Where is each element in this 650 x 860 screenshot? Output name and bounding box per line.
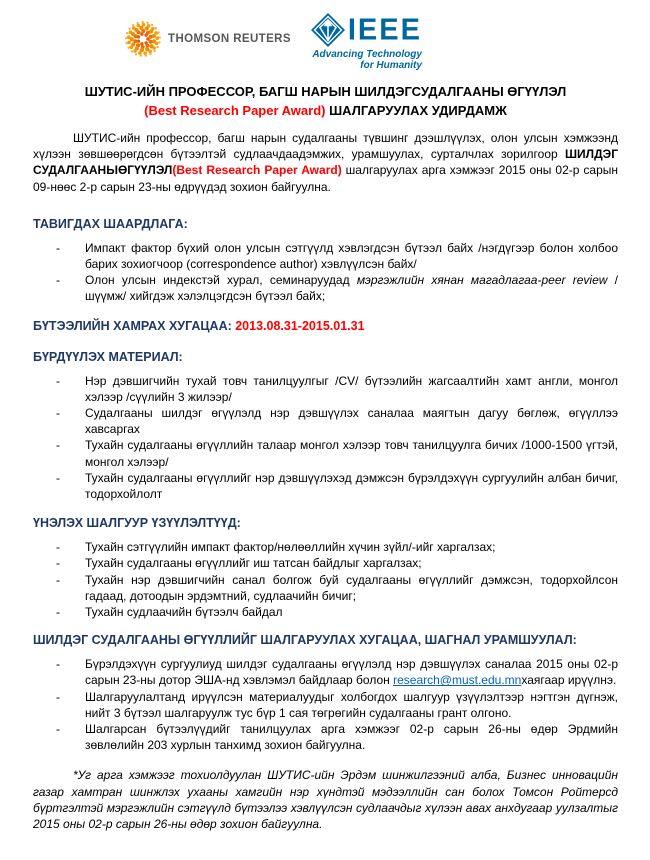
doc-title-line1: ШУТИС-ИЙН ПРОФЕССОР, БАГШ НАРЫН ШИЛДЭГСУДАЛГААНЫ ӨГҮҮЛЭЛ bbox=[84, 84, 567, 99]
bullet-marker: - bbox=[56, 722, 60, 737]
bullet-marker: - bbox=[56, 273, 60, 288]
award-item-1 bbox=[85, 656, 618, 688]
section-heading-materials: БҮРДҮҮЛЭХ МАТЕРИАЛ: bbox=[33, 349, 183, 364]
intro-text-2: шалгаруулах арга хэмжээг 2015 оны 02-р сарын 09-нөөс 2-р сарын 23-ны өдрүүдэд зохион байгуулна. bbox=[33, 163, 618, 194]
list-item bbox=[33, 470, 618, 502]
bullet-marker: - bbox=[56, 657, 60, 672]
requirement-item-2-tail: /шүүмж/ хийгдэж хэлэлцэгдсэн бүтээл байх; bbox=[85, 273, 618, 304]
bullet-marker: - bbox=[56, 470, 60, 485]
logo-row bbox=[0, 12, 566, 70]
criteria-item: Тухайн судалгааны өгүүллийг иш татсан байдлыг харгалзах; bbox=[85, 556, 422, 571]
list-item bbox=[33, 721, 618, 753]
period-label: БҮТЭЭЛИЙН ХАМРАХ ХУГАЦАА: bbox=[33, 318, 236, 333]
award-item-2: Шалгаруулалтанд ирүүлсэн материалуудыг холбогдох шалгуур үзүүлэлтээр нэгтгэн дүгнэж, нийт 3 бүтээл шалгаруулж тус бүр 1 сая төгрөгийн судалгааны грант олгоно. bbox=[85, 689, 618, 720]
doc-title-line2 bbox=[33, 101, 618, 120]
material-item: Нэр дэвшигчийн тухай товч танилцуулгыг /CV/ бүтээлийн жагсаалтийн хамт англи, монгол хэлээр /сүүлийн 3 жилээр/ bbox=[85, 373, 618, 404]
section-heading-requirements: ТАВИГДАХ ШААРДЛАГА: bbox=[33, 216, 188, 231]
research-email-link[interactable]: research@must.edu.mn bbox=[393, 673, 522, 688]
list-item bbox=[33, 555, 618, 571]
list-item bbox=[33, 689, 618, 721]
footnote-paragraph: *Уг арга хэмжээг тохиолдуулан ШУТИС-ийн Эрдэм шинжилгээний алба, Бизнес инновацийн газар хамтран шинжлэх ухааны хамгийн нэр хүндтэй мэдээллийн сан болох Томсон Ройтерсд бүртгэлтэй мэргэжлийн сэтгүүлд бүтээлээ хэвлүүлсэн судлаачдыг хүлээн авах анхдугаар уулзалтыг 2015 оны 02-р сарын 26-ны өдөр зохион байгуулна. bbox=[33, 768, 618, 832]
section-heading-period bbox=[33, 318, 618, 334]
list-item bbox=[33, 656, 618, 688]
doc-title bbox=[33, 82, 618, 120]
thomson-reuters-wordmark: THOMSON REUTERS bbox=[168, 33, 291, 45]
ieee-tagline: Advancing Technology for Humanity bbox=[312, 49, 422, 72]
list-item bbox=[33, 604, 618, 620]
requirement-item-2-text: Олон улсын индекстэй хурал, семинаруудад bbox=[85, 273, 357, 288]
bullet-marker: - bbox=[56, 240, 60, 255]
award-item-1-text: Бүрэлдэхүүн сургуулиуд шилдэг судалгааны өгүүлэлд нэр дэвшүүлэх саналаа 2015 оны 02-р сарын 23-ны дотор ЭША-нд хэвлэмэл байдлаар болон bbox=[85, 657, 618, 688]
intro-award-en: (Best Research Paper Award) bbox=[172, 163, 342, 178]
doc-title-line2-suffix: ШАЛГАРУУЛАХ УДИРДАМЖ bbox=[325, 103, 507, 118]
ieee-wordmark: IEEE bbox=[347, 12, 422, 47]
list-item bbox=[33, 240, 618, 272]
bullet-marker: - bbox=[56, 556, 60, 571]
intro-bold-phrase: ШИЛДЭГ СУДАЛГААНЫӨГҮҮЛЭЛ bbox=[33, 147, 618, 178]
criteria-item: Тухайн нэр дэвшигчийн санал болгож буй судалгааны өгүүллийг дэмжсэн, тодорхойлсон гадаад, дотоодын эрдэмтний, судлаачийн бичиг; bbox=[85, 572, 618, 603]
ieee-diamond-icon bbox=[310, 12, 346, 48]
intro-paragraph bbox=[33, 130, 618, 195]
list-item bbox=[33, 405, 618, 437]
material-item: Тухайн судалгааны өгүүллийг нэр дэвшүүлэхэд дэмжсэн бүрэлдэхүүн сургуулийн албан бичиг, тодорхойлолт bbox=[85, 470, 618, 502]
doc-title-award-en: (Best Research Paper Award) bbox=[144, 103, 326, 118]
list-item bbox=[33, 373, 618, 405]
material-item: Судалгааны шилдэг өгүүлэлд нэр дэвшүүлэх саналаа маягтын дагуу бөглөж, өгүүллээ хавсаргах bbox=[85, 406, 618, 437]
bullet-marker: - bbox=[56, 572, 60, 587]
materials-list bbox=[33, 373, 618, 503]
period-dates: 2013.08.31-2015.01.31 bbox=[235, 318, 365, 333]
criteria-item: Тухайн сэтгүүлийн импакт фактор/нөлөөллийн хүчин зүйл/-ийг харгалзах; bbox=[85, 540, 496, 555]
list-item bbox=[33, 572, 618, 604]
bullet-marker: - bbox=[56, 438, 60, 453]
requirement-item-2-italic: мэргэжлийн хянан магадлагаа-peer review bbox=[356, 273, 608, 288]
list-item bbox=[33, 539, 618, 555]
award-list bbox=[33, 656, 618, 753]
bullet-marker: - bbox=[56, 373, 60, 388]
requirements-list bbox=[33, 240, 618, 305]
thomson-reuters-logo bbox=[125, 21, 291, 57]
section-heading-award: ШИЛДЭГ СУДАЛГААНЫ ӨГҮҮЛЛИЙГ ШАЛГАРУУЛАХ ХУГАЦАА, ШАГНАЛ УРАМШУУЛАЛ: bbox=[33, 633, 577, 648]
criteria-list bbox=[33, 539, 618, 620]
requirement-item-2 bbox=[85, 272, 618, 304]
award-item-1-tail: хаягаар ирүүлнэ. bbox=[521, 673, 617, 688]
section-heading-criteria: ҮНЭЛЭХ ШАЛГУУР ҮЗҮҮЛЭЛТҮҮД: bbox=[33, 516, 241, 531]
criteria-item: Тухайн судлаачийн бүтээлч байдал bbox=[85, 605, 283, 620]
thomson-reuters-sunburst-icon bbox=[125, 21, 161, 57]
bullet-marker: - bbox=[56, 406, 60, 421]
list-item bbox=[33, 437, 618, 469]
bullet-marker: - bbox=[56, 540, 60, 555]
award-item-3: Шалгарсан бүтээлүүдийг танилцуулах арга хэмжээг 02-р сарын 26-ны өдөр Эрдмийн зөвлөлийн 203 хурлын танхимд зохион байгуулна. bbox=[85, 722, 618, 753]
list-item bbox=[33, 272, 618, 304]
bullet-marker: - bbox=[56, 689, 60, 704]
bullet-marker: - bbox=[56, 605, 60, 620]
requirement-item-1: Импакт фактор бүхий олон улсын сэтгүүлд хэвлэгдсэн бүтээл байх /нэгдүгээр болон холбоо барих зохиогчоор (correspondence author) хэвлүүлсэн байх/ bbox=[85, 240, 618, 272]
intro-text-1: ШУТИС-ийн профессор, багш нарын судалгааны түвшинг дээшлүүлэх, олон улсын хэмжээнд хүлээн зөвшөөрөгдсөн бүтээлтэй судлаачдаадэмжих, урамшуулах, сурталчлах зорилгоор bbox=[33, 131, 618, 162]
material-item: Тухайн судалгааны өгүүллийн талаар монгол хэлээр товч танилцуулга бичих /1000-1500 үгтэй, монгол хэлээр/ bbox=[85, 438, 618, 469]
ieee-logo bbox=[300, 12, 422, 71]
